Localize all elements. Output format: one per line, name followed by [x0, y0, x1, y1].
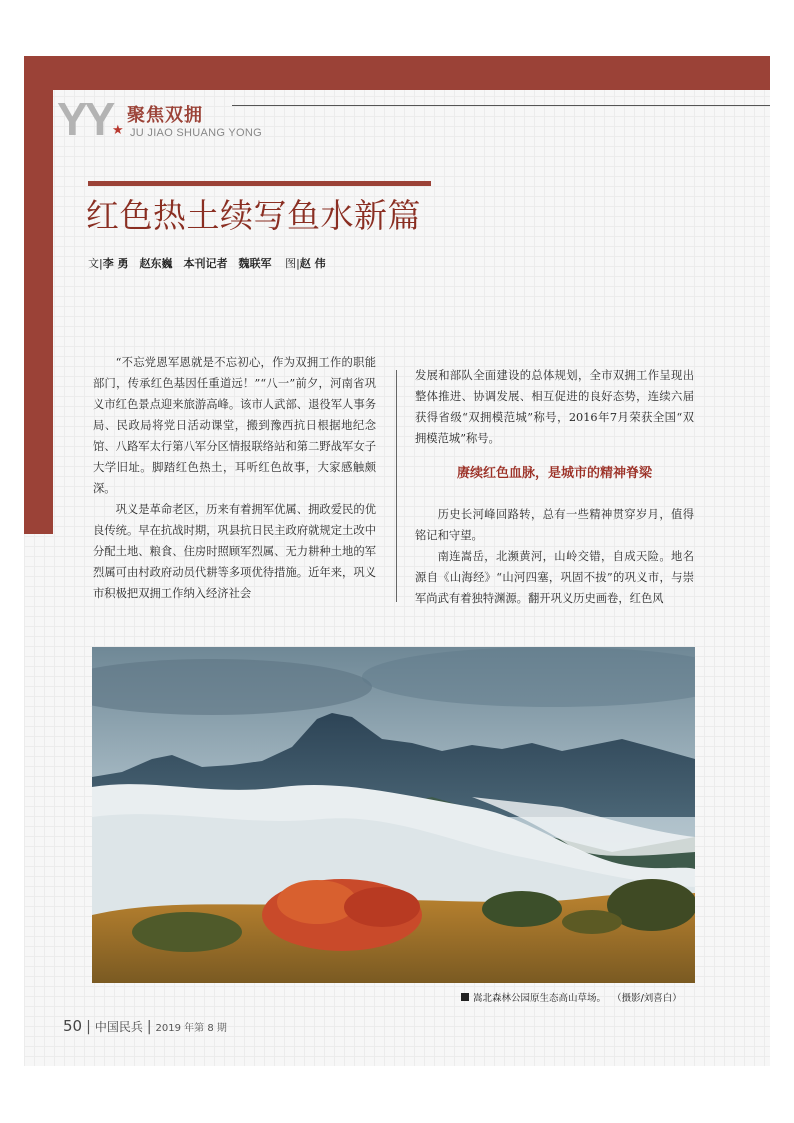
section-title-pinyin: JU JIAO SHUANG YONG [130, 127, 263, 139]
byline-text-label: 文 [88, 257, 99, 270]
caption-bullet-icon [461, 993, 469, 1001]
paragraph: 历史长河峰回路转，总有一些精神贯穿岁月，值得铭记和守望。 [415, 508, 694, 542]
subheading: 赓续红色血脉，是城市的精神脊梁 [456, 466, 652, 481]
paragraph: 巩义是革命老区，历来有着拥军优属、拥政爱民的优良传统。早在抗战时期，巩县抗日民主政府就规定土改中分配土地、粮食、住房时照顾军烈属、无力耕种土地的军烈属可由村政府动员代耕等多项优待措施。近年来，巩义市积极把双拥工作纳入经济社会 [93, 503, 376, 600]
magazine-name: 中国民兵 [94, 1020, 143, 1034]
paragraph-continued: 发展和部队全面建设的总体规划，全市双拥工作呈现出整体推进、协调发展、相互促进的良好态势，连续六届获得省级“双拥模范城”称号，2016年7月荣获全国“双拥模范城”称号。 [415, 369, 694, 445]
section-title: 聚焦双拥 [127, 105, 203, 126]
article-title: 红色热土续写鱼水新篇 [86, 196, 421, 235]
byline: 文|李 勇 赵东巍 本刊记者 魏联军 图|赵 伟 [88, 257, 326, 270]
top-color-band [24, 56, 770, 90]
caption-text: 嵩北森林公园原生态高山草场。 [473, 993, 607, 1004]
article-column-right [415, 365, 694, 609]
landscape-photo [92, 647, 695, 983]
byline-photo-label: 图 [285, 257, 297, 270]
issue-label: 2019 年第 8 期 [155, 1023, 227, 1034]
column-divider [396, 370, 397, 602]
title-accent-bar [88, 181, 431, 186]
header-divider [232, 105, 770, 106]
star-icon: ★ [112, 123, 124, 138]
article-column-left [93, 352, 376, 604]
page-number: 50 [63, 1017, 83, 1035]
photo-credit: （摄影/刘喜白） [612, 993, 682, 1004]
left-color-band [24, 56, 53, 534]
byline-photographer: 赵 伟 [299, 257, 326, 270]
paragraph: “不忘党恩军恩就是不忘初心，作为双拥工作的职能部门，传承红色基因任重道远！”“八一”前夕，河南省巩义市红色景点迎来旅游高峰。该市人武部、退役军人事务局、民政局将党日活动课堂，搬到豫西抗日根据地纪念馆、八路军太行第八军分区情报联络站和第二野战军女子大学旧址。脚踏红色热土，耳听红色故事，大家感触颇深。 [93, 356, 376, 495]
paragraph: 南连嵩岳，北濒黄河，山岭交错，自成天险。地名源自《山海经》“山河四塞，巩固不拔”的巩义市，与崇军尚武有着独特渊源。翻开巩义历史画卷，红色风 [415, 550, 694, 605]
photo-caption [461, 990, 682, 1004]
page-footer: 50 | 中国民兵 | 2019 年第 8 期 [63, 1017, 227, 1035]
column-logo: YY [57, 93, 113, 145]
byline-authors: 李 勇 赵东巍 本刊记者 魏联军 [102, 257, 272, 270]
